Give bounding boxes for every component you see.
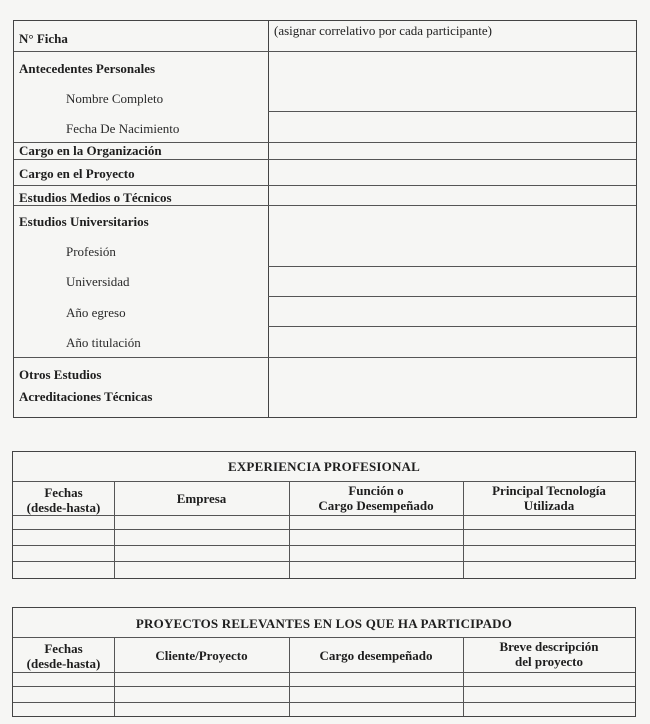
universidad-field[interactable] — [269, 267, 637, 296]
nacimiento-field[interactable] — [269, 112, 637, 142]
row-separator — [13, 481, 635, 482]
fechas-header — [13, 485, 114, 515]
cargo-org-field[interactable] — [269, 143, 637, 159]
table-row[interactable] — [13, 546, 635, 561]
experiencia-title: EXPERIENCIA PROFESIONAL — [227, 459, 421, 474]
experiencia-table — [12, 451, 636, 579]
table-row[interactable] — [13, 562, 635, 578]
antecedentes-label: Antecedentes Personales — [19, 61, 156, 76]
acreditaciones-label: Acreditaciones Técnicas — [19, 389, 153, 404]
row-separator — [13, 637, 635, 638]
cargo-org-label: Cargo en la Organización — [19, 143, 162, 158]
empresa-header: Empresa — [176, 491, 227, 506]
table-row[interactable] — [13, 703, 635, 716]
cliente-proyecto-header: Cliente/Proyecto — [155, 648, 248, 663]
table-row[interactable] — [13, 516, 635, 529]
estudios-medios-label: Estudios Medios o Técnicos — [19, 190, 172, 205]
proyectos-title: PROYECTOS RELEVANTES EN LOS QUE HA PARTICIPADO — [135, 616, 513, 631]
cargo-desempenado-header: Cargo desempeñado — [319, 648, 433, 663]
universidad-label: Universidad — [66, 274, 130, 289]
otros-estudios-label: Otros Estudios — [19, 367, 102, 382]
descripcion-header-line1: Breve descripción — [499, 639, 599, 654]
ficha-note: (asignar correlativo por cada participante) — [274, 23, 492, 38]
table-row[interactable] — [13, 687, 635, 702]
cargo-proy-label: Cargo en el Proyecto — [19, 166, 135, 181]
anio-titulacion-label: Año titulación — [66, 335, 141, 350]
participant-form — [13, 20, 637, 418]
profesion-label: Profesión — [66, 244, 116, 259]
nombre-field[interactable] — [269, 52, 637, 111]
funcion-header-line1: Función o — [348, 483, 404, 498]
descripcion-header — [463, 639, 635, 669]
fechas-header-line1: Fechas — [44, 485, 83, 500]
table-row[interactable] — [13, 673, 635, 686]
anio-egreso-label: Año egreso — [66, 305, 126, 320]
tecnologia-header — [463, 483, 635, 513]
fechas-header-line1: Fechas — [44, 641, 83, 656]
descripcion-header-line2: del proyecto — [515, 654, 583, 669]
nombre-label: Nombre Completo — [66, 91, 164, 106]
profesion-field[interactable] — [269, 206, 637, 266]
fechas-header-line2: (desde-hasta) — [26, 500, 101, 515]
fechas-header — [13, 641, 114, 671]
otros-estudios-field[interactable] — [269, 358, 637, 417]
anio-titulacion-field[interactable] — [269, 327, 637, 357]
funcion-header — [289, 483, 463, 513]
funcion-header-line2: Cargo Desempeñado — [318, 498, 434, 513]
estudios-medios-field[interactable] — [269, 186, 637, 205]
estudios-univ-label: Estudios Universitarios — [19, 214, 149, 229]
anio-egreso-field[interactable] — [269, 297, 637, 326]
fechas-header-line2: (desde-hasta) — [26, 656, 101, 671]
nacimiento-label: Fecha De Nacimiento — [66, 121, 180, 136]
cargo-proy-field[interactable] — [269, 160, 637, 185]
tecnologia-header-line1: Principal Tecnología — [492, 483, 606, 498]
proyectos-table — [12, 607, 636, 717]
ficha-label: N° Ficha — [19, 31, 68, 46]
table-row[interactable] — [13, 530, 635, 545]
ficha-field[interactable] — [269, 21, 637, 51]
tecnologia-header-line2: Utilizada — [523, 498, 575, 513]
